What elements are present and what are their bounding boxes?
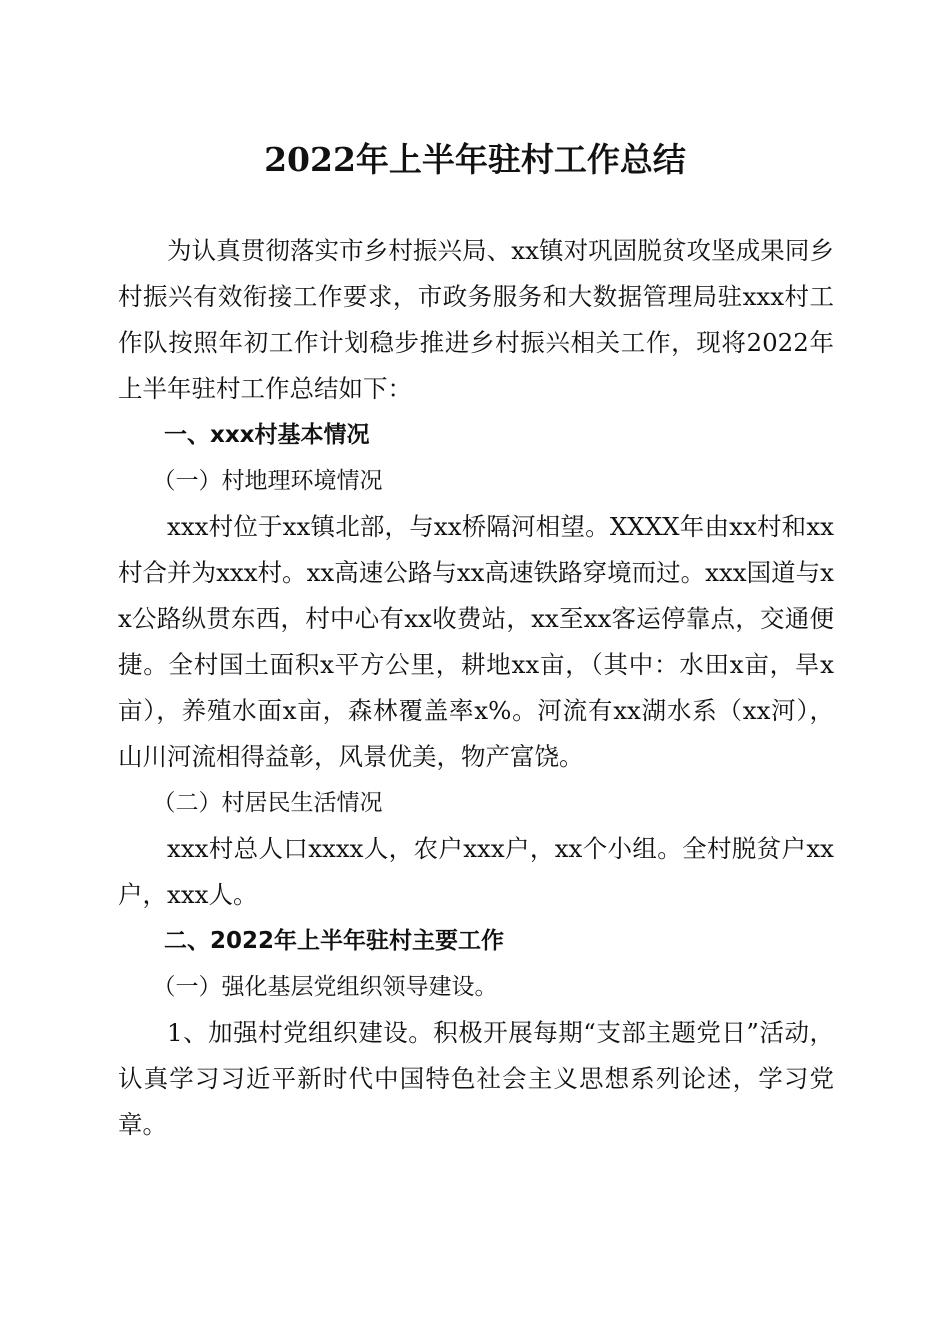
section1-sub1-paragraph: xxx村位于xx镇北部，与xx桥隔河相望。XXXX年由xx村和xx村合并为xxx村。xx高速公路与xx高速铁路穿境而过。xxx国道与xx公路纵贯东西，村中心有xx收费站，xx至xx客运停靠点，交通便捷。全村国土面积x平方公里，耕地xx亩，（其中：水田x亩，旱x亩），养殖水面x亩，森林覆盖率x%。河流有xx湖水系（xx河），山川河流相得益彰，风景优美，物产富饶。 [118,512,834,771]
document-title: 2022年上半年驻村工作总结 [264,140,686,179]
section1-sub1-heading: （一）村地理环境情况 [152,468,383,494]
section2-sub1-heading: （一）强化基层党组织领导建设。 [152,974,498,1000]
section1-sub2-heading: （二）村居民生活情况 [152,790,383,816]
section2-heading: 二、2022年上半年驻村主要工作 [164,928,505,954]
section1-sub2-paragraph: xxx村总人口xxxx人，农户xxx户，xx个小组。全村脱贫户xx户，xxx人。 [118,834,834,909]
section1-heading: 一、xxx村基本情况 [164,422,370,448]
document-body [118,228,834,1148]
section2-item1-paragraph: 1、加强村党组织建设。积极开展每期“支部主题党日”活动，认真学习习近平新时代中国特色社会主义思想系列论述，学习党章。 [118,1018,834,1139]
intro-paragraph: 为认真贯彻落实市乡村振兴局、xx镇对巩固脱贫攻坚成果同乡村振兴有效衔接工作要求，市政务服务和大数据管理局驻xxx村工作队按照年初工作计划稳步推进乡村振兴相关工作，现将2022年上半年驻村工作总结如下： [118,236,834,403]
